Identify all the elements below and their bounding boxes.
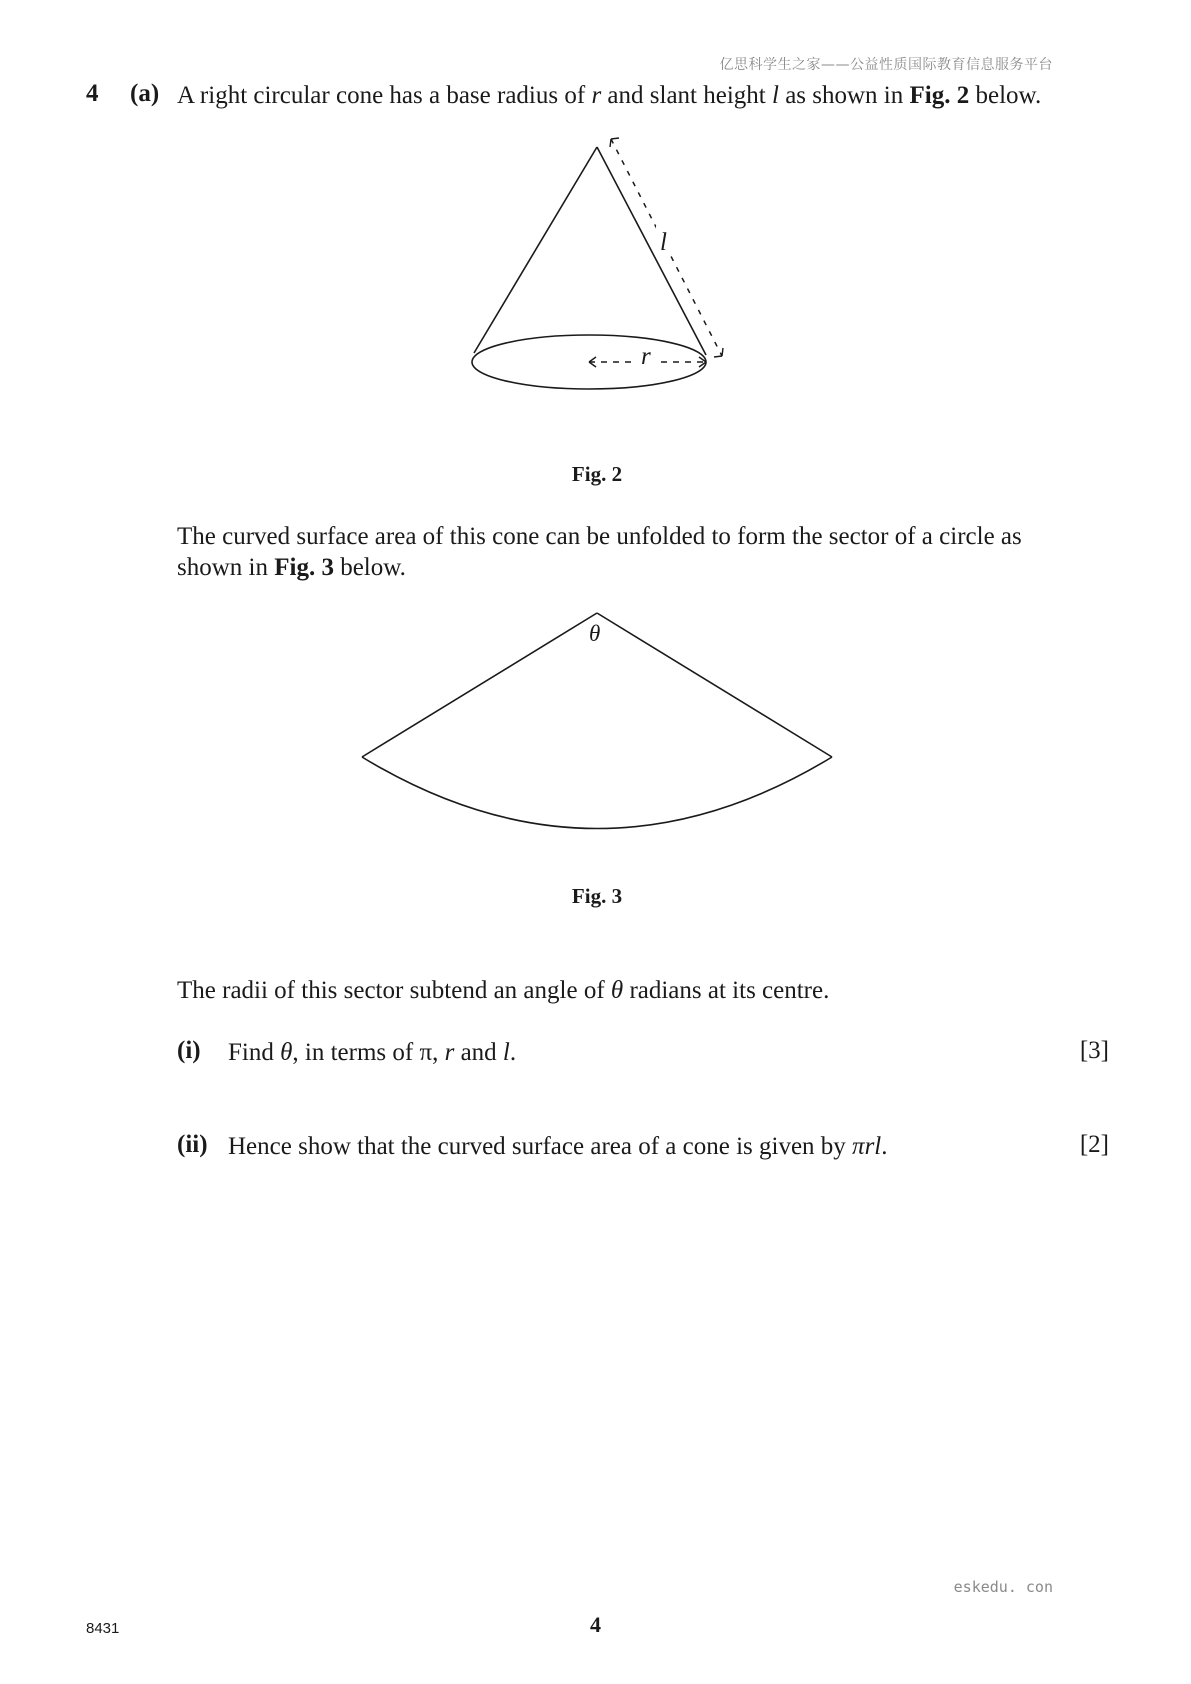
radii-theta: θ bbox=[610, 977, 624, 1004]
sub-i-text-2: , in terms of π, bbox=[292, 1039, 445, 1066]
radii-text-post: radians at its centre. bbox=[623, 977, 830, 1004]
sub-i-text bbox=[228, 1037, 516, 1069]
intro-text-1: A right circular cone has a base radius of bbox=[177, 82, 592, 109]
radii-text-pre: The radii of this sector subtend an angle of bbox=[177, 977, 611, 1004]
sub-i-theta: θ bbox=[280, 1039, 293, 1066]
cone-shape bbox=[472, 147, 706, 389]
radius-label-r: r bbox=[641, 343, 651, 370]
radii-paragraph bbox=[177, 975, 829, 1007]
fig3-caption: Fig. 3 bbox=[571, 884, 623, 908]
sector-right-radius bbox=[597, 613, 832, 757]
slant-label-l: l bbox=[660, 229, 667, 256]
unfold-line-1: The curved surface area of this cone can be unfolded to form the sector of a circle as bbox=[177, 523, 1022, 550]
footer-paper-code: 8431 bbox=[86, 1620, 120, 1637]
sub-ii-label: (ii) bbox=[177, 1131, 208, 1158]
var-r: r bbox=[591, 82, 602, 109]
sub-i-marks: [3] bbox=[1079, 1037, 1109, 1064]
unfold-paragraph bbox=[177, 521, 1077, 583]
unfold-line-2-pre: shown in bbox=[177, 554, 275, 581]
question-number: 4 bbox=[86, 80, 99, 107]
sector-diagram bbox=[362, 613, 832, 829]
sub-i-text-3: and bbox=[454, 1039, 503, 1066]
footer-site-text: eskedu. con bbox=[953, 1578, 1053, 1596]
cone-left-edge bbox=[474, 147, 597, 353]
sub-ii-text-1: Hence show that the curved surface area of a cone is given by bbox=[228, 1133, 853, 1160]
slant-arrowhead-bottom bbox=[714, 348, 723, 357]
slant-arrowhead-top bbox=[610, 138, 619, 147]
var-l: l bbox=[771, 82, 779, 109]
sub-i-l: l bbox=[502, 1039, 510, 1066]
sub-ii-text-2: . bbox=[881, 1133, 888, 1160]
intro-text-4: below. bbox=[969, 82, 1042, 109]
sub-ii-marks: [2] bbox=[1079, 1131, 1109, 1158]
intro-text-2: and slant height bbox=[601, 82, 772, 109]
footer-page-number: 4 bbox=[590, 1612, 601, 1637]
intro-text-3: as shown in bbox=[778, 82, 910, 109]
sector-arc bbox=[362, 757, 832, 829]
watermark-text: 亿思科学生之家——公益性质国际教育信息服务平台 bbox=[719, 57, 1053, 73]
sub-ii-expression: πrl bbox=[852, 1133, 882, 1160]
unfold-line-2 bbox=[177, 552, 1077, 583]
sub-i-label: (i) bbox=[177, 1037, 201, 1064]
unfold-line-2-post: below. bbox=[333, 554, 406, 581]
sub-i-text-4: . bbox=[509, 1039, 517, 1066]
sub-i-text-1: Find bbox=[228, 1039, 281, 1066]
fig3-reference: Fig. 3 bbox=[274, 554, 334, 581]
part-a-label: (a) bbox=[130, 80, 160, 107]
sub-i-r: r bbox=[444, 1039, 455, 1066]
sub-ii-text bbox=[228, 1131, 888, 1163]
fig2-caption: Fig. 2 bbox=[571, 462, 623, 486]
sector-left-radius bbox=[362, 613, 597, 757]
fig2-reference: Fig. 2 bbox=[909, 82, 970, 109]
cone-right-edge bbox=[597, 147, 706, 355]
sector-angle-label: θ bbox=[589, 621, 601, 646]
